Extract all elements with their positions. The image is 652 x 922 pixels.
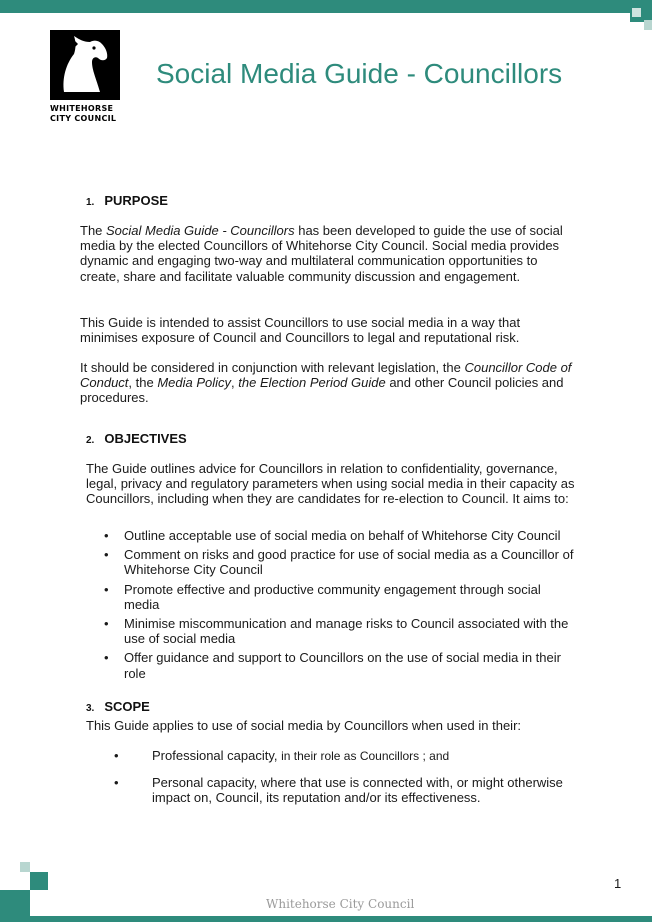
- logo-line-1: WHITEHORSE: [50, 104, 114, 113]
- footer-council-name: Whitehorse City Council: [266, 897, 415, 911]
- section-heading-objectives: [86, 431, 187, 446]
- list-item: [86, 616, 576, 646]
- top-accent-square-light: [632, 8, 641, 17]
- top-accent-square-pale: [644, 20, 652, 30]
- code-of-conduct-italic: Councillor Code of Conduct: [80, 360, 572, 391]
- purpose-paragraph-1: [80, 223, 580, 284]
- bullet-icon: •: [104, 616, 109, 632]
- section-title: PURPOSE: [104, 193, 168, 208]
- text-run: ,: [231, 375, 239, 391]
- logo-wordmark: [50, 104, 120, 124]
- list-item-text: Professional capacity,: [152, 748, 282, 763]
- logo-line-2: CITY COUNCIL: [50, 114, 117, 123]
- list-item: [86, 528, 576, 543]
- list-item-text: Comment on risks and good practice for use of social media as a Councillor of Whitehorse City Council: [124, 547, 574, 578]
- text-run: has been developed to guide the use of social media by the elected Councillors of Whitehorse City Council. Social media provides dynamic and engaging two-way and multilateral communication opportunities to create, share and facilitate valuable community discussion and engagement.: [80, 223, 563, 284]
- horse-head-icon: [50, 30, 120, 100]
- list-item-text: Minimise miscommunication and manage risks to Council associated with the use of social media: [124, 616, 569, 647]
- section-title: SCOPE: [104, 699, 150, 714]
- election-guide-italic: the Election Period Guide: [238, 375, 386, 391]
- scope-intro: This Guide applies to use of social media by Councillors when used in their:: [86, 718, 522, 733]
- section-title: OBJECTIVES: [104, 431, 187, 446]
- text-run: , the: [128, 375, 158, 391]
- top-accent-bar: [0, 0, 652, 13]
- section-number: 2.: [86, 435, 95, 446]
- text-run: and other Council policies and procedures.: [80, 375, 564, 406]
- purpose-paragraph-3: [80, 360, 580, 406]
- council-logo: [50, 30, 120, 125]
- bullet-icon: •: [114, 775, 119, 790]
- section-number: 1.: [86, 197, 95, 208]
- list-item-text: Promote effective and productive community engagement through social media: [124, 581, 541, 612]
- list-item: [86, 650, 576, 680]
- scope-item-2: [114, 775, 572, 806]
- bottom-accent-bar: [0, 916, 652, 922]
- list-item-text: Offer guidance and support to Councillors on the use of social media in their role: [124, 650, 561, 681]
- bullet-icon: •: [104, 581, 109, 597]
- document-title: Social Media Guide - Councillors: [156, 58, 563, 89]
- text-run: It should be considered in conjunction with relevant legislation, the: [80, 360, 465, 375]
- media-policy-italic: Media Policy: [157, 375, 232, 391]
- bullet-icon: •: [114, 748, 119, 763]
- list-item-text: Personal capacity, where that use is connected with, or might otherwise impact on, Council, its reputation and/or its effectiveness.: [152, 775, 563, 806]
- section-heading-scope: [86, 699, 150, 714]
- footer-accent-square: [30, 872, 48, 890]
- bullet-icon: •: [104, 650, 109, 666]
- page-number: 1: [614, 876, 622, 891]
- objectives-intro: The Guide outlines advice for Councillors in relation to confidentiality, governance, legal, privacy and regulatory parameters when using social media in their capacity as Councillors, including when they are candidates for re-election to Council. It aims to:: [86, 461, 575, 507]
- list-item: [86, 547, 576, 577]
- list-item-text: Outline acceptable use of social media on behalf of Whitehorse City Council: [124, 528, 561, 543]
- text-run: The: [80, 223, 107, 238]
- guide-title-italic: Social Media Guide - Councillors: [106, 223, 295, 238]
- footer-accent-block: [0, 890, 30, 916]
- section-heading-purpose: [86, 193, 168, 208]
- bullet-icon: •: [104, 528, 109, 543]
- list-item-text: in their role as Councillors ; and: [281, 749, 450, 763]
- list-item: [86, 582, 576, 612]
- objectives-list: [86, 528, 576, 685]
- scope-item-1: [114, 748, 572, 764]
- section-number: 3.: [86, 703, 95, 714]
- bullet-icon: •: [104, 547, 109, 563]
- footer-accent-square-pale: [20, 862, 30, 872]
- purpose-paragraph-2: This Guide is intended to assist Councillors to use social media in a way that minimises exposure of Council and Councillors to legal and reputational risk.: [80, 315, 521, 346]
